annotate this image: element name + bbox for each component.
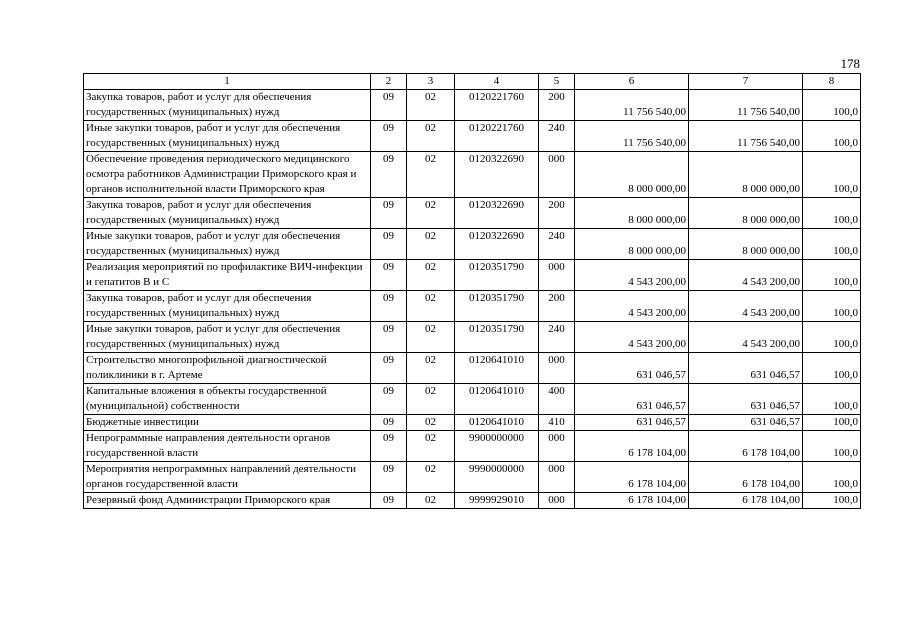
row-planned-amount: 6 178 104,00 — [575, 493, 689, 509]
row-subsection: 02 — [407, 322, 455, 353]
row-section: 09 — [371, 198, 407, 229]
table-row — [84, 152, 861, 198]
row-target-article: 9999929010 — [455, 493, 539, 509]
row-subsection: 02 — [407, 291, 455, 322]
row-section: 09 — [371, 260, 407, 291]
row-description: Бюджетные инвестиции — [84, 415, 371, 431]
table-row — [84, 229, 861, 260]
row-planned-amount: 6 178 104,00 — [575, 462, 689, 493]
row-target-article: 9990000000 — [455, 462, 539, 493]
row-subsection: 02 — [407, 431, 455, 462]
row-expense-type: 400 — [539, 384, 575, 415]
row-target-article: 0120351790 — [455, 291, 539, 322]
row-executed-amount: 4 543 200,00 — [689, 322, 803, 353]
row-percent: 100,0 — [803, 152, 861, 198]
row-section: 09 — [371, 431, 407, 462]
header-cell: 3 — [407, 74, 455, 90]
row-target-article: 0120322690 — [455, 198, 539, 229]
row-percent: 100,0 — [803, 462, 861, 493]
row-percent: 100,0 — [803, 121, 861, 152]
row-executed-amount: 6 178 104,00 — [689, 493, 803, 509]
table-row — [84, 384, 861, 415]
row-subsection: 02 — [407, 121, 455, 152]
row-section: 09 — [371, 462, 407, 493]
row-description: Непрограммные направления деятельности органов государственной власти — [84, 431, 371, 462]
row-description: Капитальные вложения в объекты государственной (муниципальной) собственности — [84, 384, 371, 415]
row-expense-type: 240 — [539, 229, 575, 260]
row-percent: 100,0 — [803, 229, 861, 260]
row-expense-type: 240 — [539, 121, 575, 152]
table-row — [84, 260, 861, 291]
row-target-article: 0120221760 — [455, 121, 539, 152]
row-executed-amount: 8 000 000,00 — [689, 198, 803, 229]
row-planned-amount: 4 543 200,00 — [575, 291, 689, 322]
row-section: 09 — [371, 121, 407, 152]
header-cell: 6 — [575, 74, 689, 90]
row-planned-amount: 4 543 200,00 — [575, 260, 689, 291]
row-expense-type: 200 — [539, 90, 575, 121]
row-expense-type: 200 — [539, 291, 575, 322]
row-executed-amount: 631 046,57 — [689, 415, 803, 431]
row-description: Мероприятия непрограммных направлений деятельности органов государственной власти — [84, 462, 371, 493]
header-row — [84, 74, 861, 90]
row-target-article: 0120641010 — [455, 384, 539, 415]
row-executed-amount: 4 543 200,00 — [689, 260, 803, 291]
row-expense-type: 000 — [539, 462, 575, 493]
row-description: Иные закупки товаров, работ и услуг для обеспечения государственных (муниципальных) нужд — [84, 322, 371, 353]
row-target-article: 0120221760 — [455, 90, 539, 121]
row-expense-type: 240 — [539, 322, 575, 353]
row-subsection: 02 — [407, 493, 455, 509]
row-section: 09 — [371, 322, 407, 353]
header-cell: 4 — [455, 74, 539, 90]
row-subsection: 02 — [407, 90, 455, 121]
row-subsection: 02 — [407, 353, 455, 384]
row-subsection: 02 — [407, 229, 455, 260]
row-expense-type: 000 — [539, 353, 575, 384]
row-planned-amount: 8 000 000,00 — [575, 198, 689, 229]
row-planned-amount: 11 756 540,00 — [575, 90, 689, 121]
row-executed-amount: 11 756 540,00 — [689, 121, 803, 152]
header-cell: 1 — [84, 74, 371, 90]
row-planned-amount: 631 046,57 — [575, 384, 689, 415]
row-planned-amount: 11 756 540,00 — [575, 121, 689, 152]
row-percent: 100,0 — [803, 431, 861, 462]
row-description: Обеспечение проведения периодического медицинского осмотра работников Администрации Приморского края и органов исполнительной власти Приморского края — [84, 152, 371, 198]
row-description: Реализация мероприятий по профилактике ВИЧ-инфекции и гепатитов B и C — [84, 260, 371, 291]
row-description: Закупка товаров, работ и услуг для обеспечения государственных (муниципальных) нужд — [84, 291, 371, 322]
row-section: 09 — [371, 229, 407, 260]
table-row — [84, 493, 861, 509]
row-planned-amount: 4 543 200,00 — [575, 322, 689, 353]
table-row — [84, 121, 861, 152]
row-subsection: 02 — [407, 462, 455, 493]
row-expense-type: 000 — [539, 431, 575, 462]
row-percent: 100,0 — [803, 384, 861, 415]
row-subsection: 02 — [407, 415, 455, 431]
row-percent: 100,0 — [803, 198, 861, 229]
row-planned-amount: 6 178 104,00 — [575, 431, 689, 462]
row-percent: 100,0 — [803, 493, 861, 509]
row-percent: 100,0 — [803, 291, 861, 322]
row-target-article: 0120641010 — [455, 353, 539, 384]
header-cell: 5 — [539, 74, 575, 90]
row-description: Закупка товаров, работ и услуг для обеспечения государственных (муниципальных) нужд — [84, 90, 371, 121]
header-cell: 2 — [371, 74, 407, 90]
row-section: 09 — [371, 291, 407, 322]
table-row — [84, 353, 861, 384]
header-cell: 8 — [803, 74, 861, 90]
row-target-article: 0120641010 — [455, 415, 539, 431]
row-section: 09 — [371, 493, 407, 509]
row-expense-type: 000 — [539, 152, 575, 198]
row-section: 09 — [371, 90, 407, 121]
row-description: Иные закупки товаров, работ и услуг для обеспечения государственных (муниципальных) нужд — [84, 121, 371, 152]
row-percent: 100,0 — [803, 415, 861, 431]
row-expense-type: 000 — [539, 260, 575, 291]
row-executed-amount: 631 046,57 — [689, 384, 803, 415]
row-planned-amount: 8 000 000,00 — [575, 229, 689, 260]
row-planned-amount: 8 000 000,00 — [575, 152, 689, 198]
row-percent: 100,0 — [803, 353, 861, 384]
row-description: Иные закупки товаров, работ и услуг для обеспечения государственных (муниципальных) нужд — [84, 229, 371, 260]
table-row — [84, 198, 861, 229]
row-target-article: 9900000000 — [455, 431, 539, 462]
row-planned-amount: 631 046,57 — [575, 353, 689, 384]
table-row — [84, 90, 861, 121]
header-cell: 7 — [689, 74, 803, 90]
row-executed-amount: 4 543 200,00 — [689, 291, 803, 322]
row-expense-type: 200 — [539, 198, 575, 229]
row-executed-amount: 631 046,57 — [689, 353, 803, 384]
row-subsection: 02 — [407, 152, 455, 198]
row-target-article: 0120322690 — [455, 152, 539, 198]
row-section: 09 — [371, 152, 407, 198]
row-expense-type: 000 — [539, 493, 575, 509]
row-section: 09 — [371, 353, 407, 384]
table-row — [84, 431, 861, 462]
budget-table — [83, 73, 861, 509]
row-description: Резервный фонд Администрации Приморского края — [84, 493, 371, 509]
table-row — [84, 322, 861, 353]
row-section: 09 — [371, 415, 407, 431]
row-percent: 100,0 — [803, 90, 861, 121]
row-expense-type: 410 — [539, 415, 575, 431]
row-target-article: 0120351790 — [455, 322, 539, 353]
page-number: 178 — [840, 56, 860, 71]
row-subsection: 02 — [407, 198, 455, 229]
row-executed-amount: 8 000 000,00 — [689, 229, 803, 260]
table-row — [84, 291, 861, 322]
row-section: 09 — [371, 384, 407, 415]
row-percent: 100,0 — [803, 322, 861, 353]
row-executed-amount: 6 178 104,00 — [689, 462, 803, 493]
row-executed-amount: 6 178 104,00 — [689, 431, 803, 462]
table-row — [84, 462, 861, 493]
row-description: Строительство многопрофильной диагностической поликлиники в г. Артеме — [84, 353, 371, 384]
row-target-article: 0120322690 — [455, 229, 539, 260]
row-planned-amount: 631 046,57 — [575, 415, 689, 431]
row-subsection: 02 — [407, 384, 455, 415]
row-percent: 100,0 — [803, 260, 861, 291]
row-executed-amount: 8 000 000,00 — [689, 152, 803, 198]
row-description: Закупка товаров, работ и услуг для обеспечения государственных (муниципальных) нужд — [84, 198, 371, 229]
row-executed-amount: 11 756 540,00 — [689, 90, 803, 121]
row-target-article: 0120351790 — [455, 260, 539, 291]
row-subsection: 02 — [407, 260, 455, 291]
table-row — [84, 415, 861, 431]
